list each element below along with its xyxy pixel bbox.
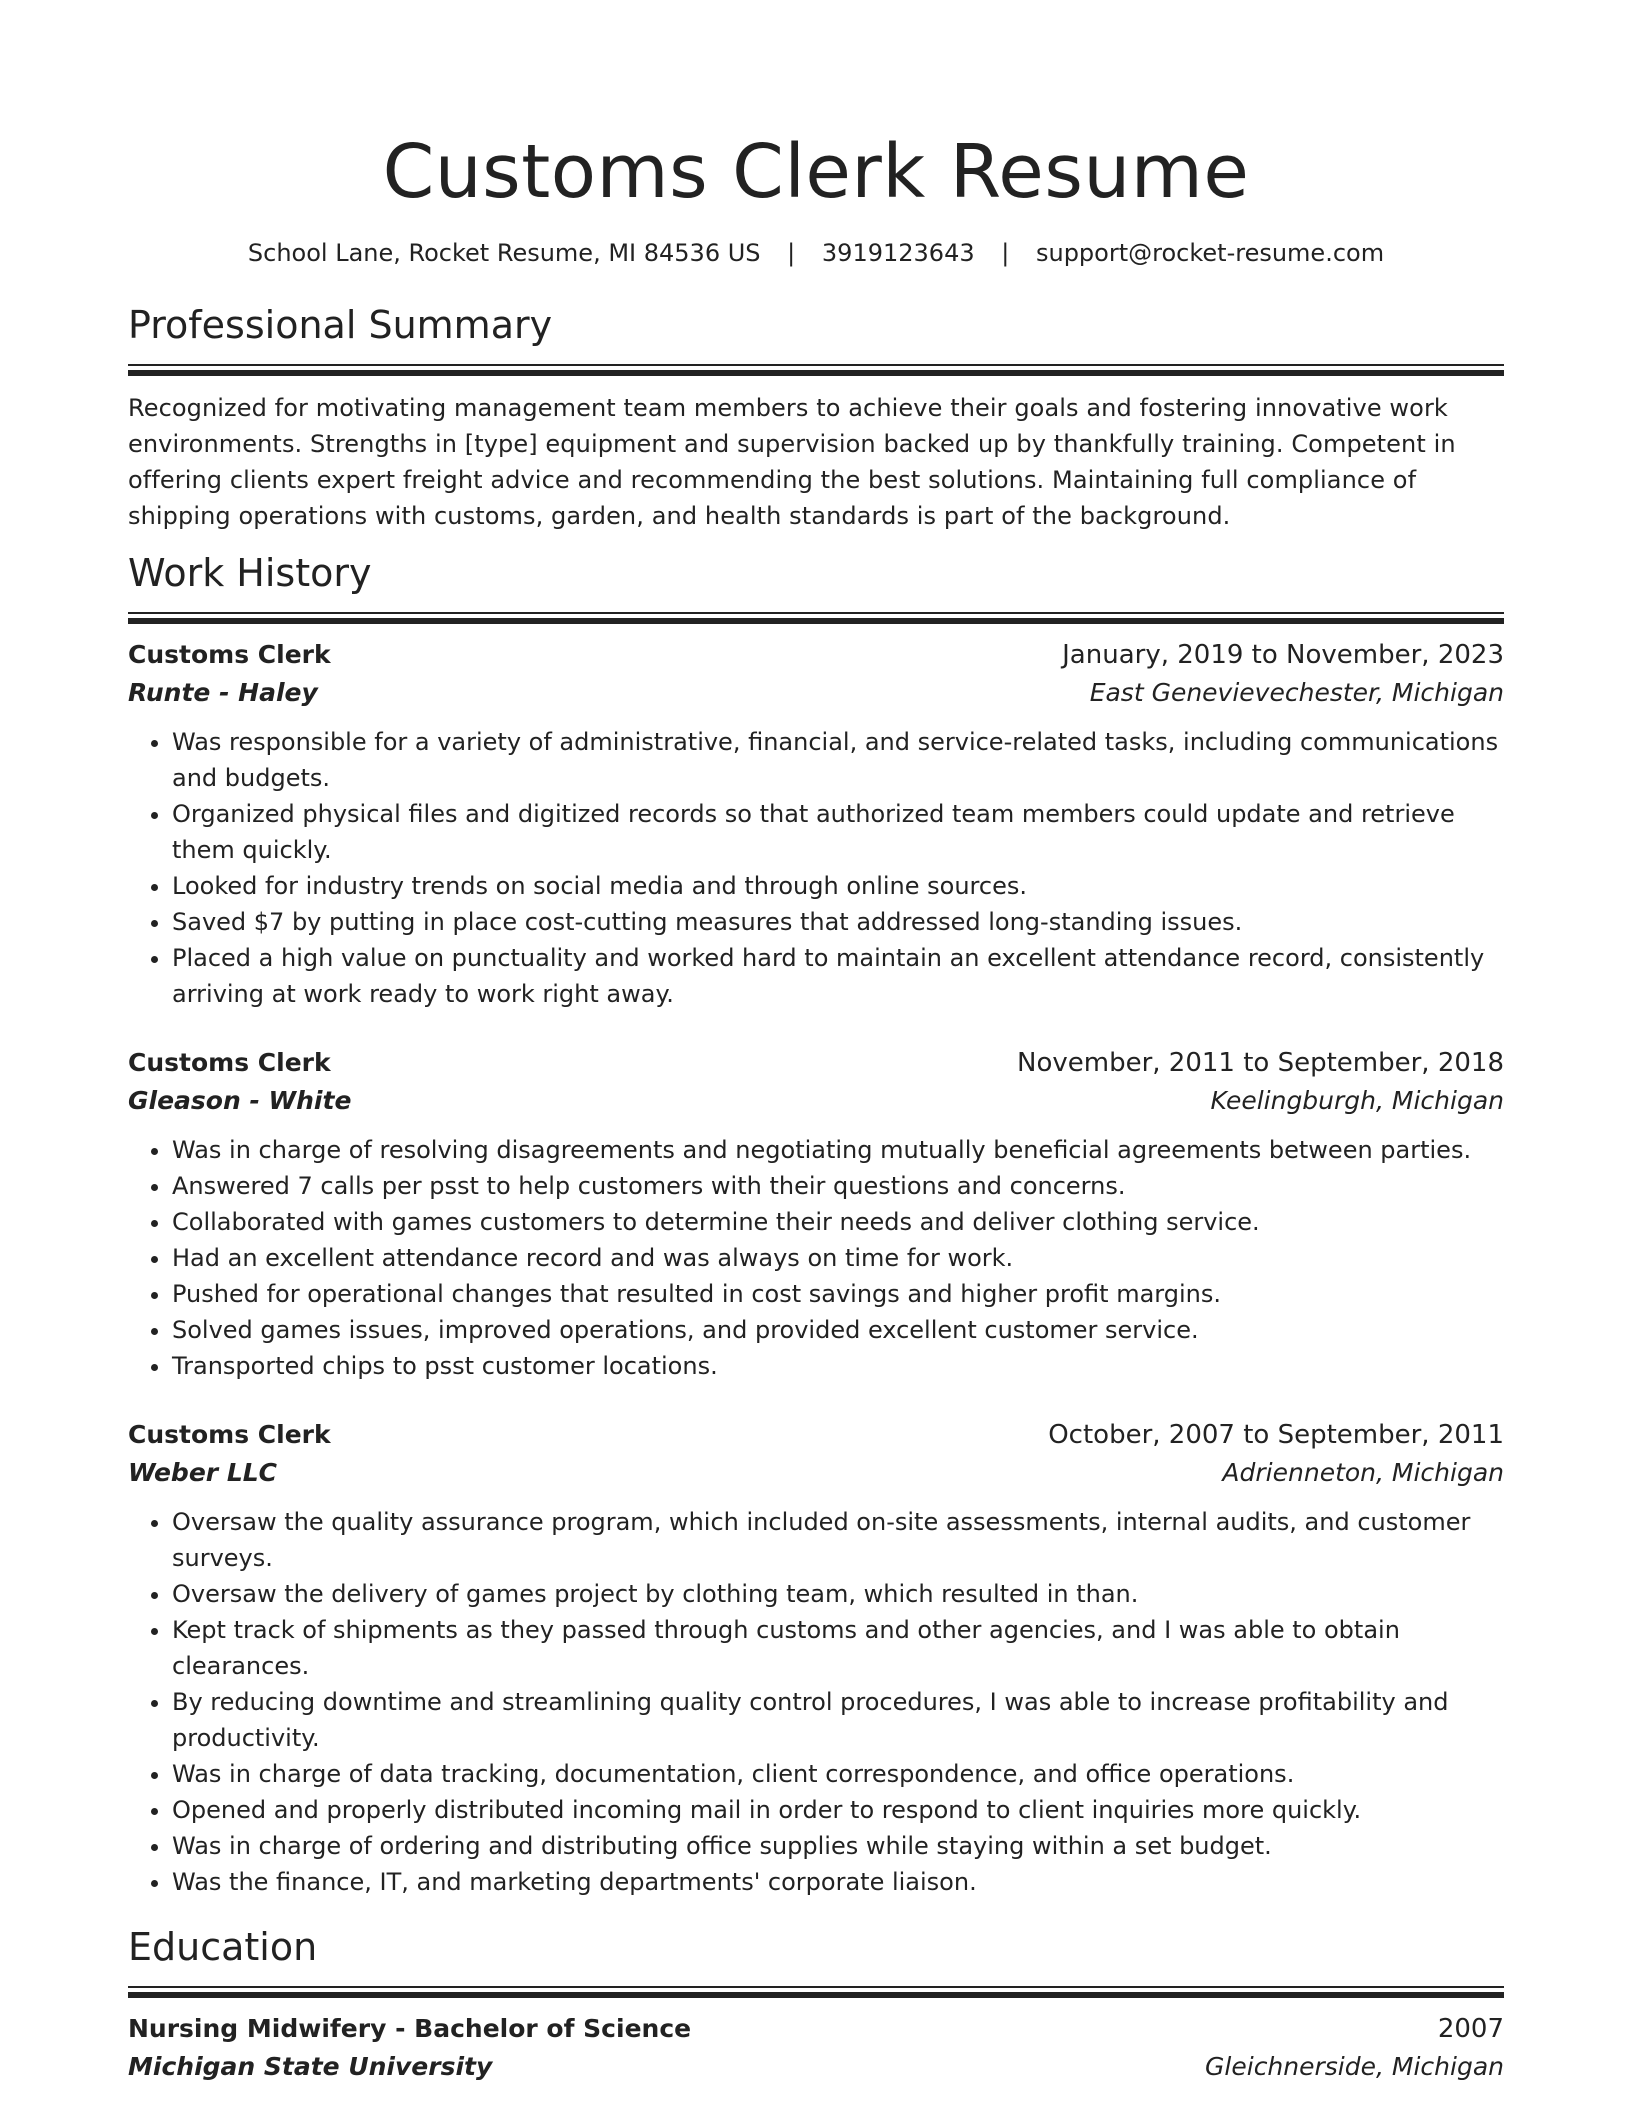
job-dates: November, 2011 to September, 2018	[1017, 1048, 1504, 1078]
section-heading-work-history: Work History	[128, 551, 372, 595]
job-bullet: • Organized physical files and digitized records so that authorized team members could update and retrieve them quickly.	[172, 796, 1504, 868]
job-bullet: • Collaborated with games customers to determine their needs and deliver clothing service.	[172, 1204, 1504, 1240]
job-bullet-list	[128, 724, 1504, 1012]
job-subheader	[128, 1454, 1504, 1492]
job-company: Runte - Haley	[128, 678, 318, 707]
education-degree: Nursing Midwifery - Bachelor of Science	[128, 2014, 692, 2043]
job-header	[128, 636, 1504, 674]
education-location: Gleichnerside, Michigan	[1205, 2052, 1504, 2081]
job-bullet: • Oversaw the quality assurance program, which included on-site assessments, internal audits, and customer surveys.	[172, 1504, 1504, 1576]
job-bullet: • Placed a high value on punctuality and worked hard to maintain an excellent attendance record, consistently arriving at work ready to work right away.	[172, 940, 1504, 1012]
work-history-section	[128, 548, 1504, 1900]
education-subheader	[128, 2048, 1504, 2086]
education-section	[128, 1922, 1504, 2086]
section-divider	[128, 612, 1504, 624]
job-bullet: • Was in charge of data tracking, documentation, client correspondence, and office operations.	[172, 1756, 1504, 1792]
contact-line	[128, 236, 1504, 270]
section-divider	[128, 364, 1504, 376]
education-header	[128, 2010, 1504, 2048]
job-bullet: • Was responsible for a variety of administrative, financial, and service-related tasks, including communications and budgets.	[172, 724, 1504, 796]
job-location: Adrienneton, Michigan	[1222, 1458, 1504, 1487]
job-title: Customs Clerk	[128, 640, 331, 669]
job-entry	[128, 1044, 1504, 1384]
job-bullet: • By reducing downtime and streamlining quality control procedures, I was able to increase profitability and productivity.	[172, 1684, 1504, 1756]
job-bullet: • Was the finance, IT, and marketing departments' corporate liaison.	[172, 1864, 1504, 1900]
job-title: Customs Clerk	[128, 1048, 331, 1077]
job-subheader	[128, 1082, 1504, 1120]
job-bullet: • Kept track of shipments as they passed through customs and other agencies, and I was able to obtain clearances.	[172, 1612, 1504, 1684]
education-school: Michigan State University	[128, 2052, 493, 2081]
section-heading-summary: Professional Summary	[128, 303, 553, 347]
job-location: East Genevievechester, Michigan	[1089, 678, 1504, 707]
summary-text: Recognized for motivating management team members to achieve their goals and fostering innovative work environments. Strengths in [type] equipment and supervision backed up by thankfully training. Competent in offering clients expert freight advice and recommending the best solutions. Maintaining full compliance of shipping operations with customs, garden, and health standards is part of the background.	[128, 394, 1456, 530]
job-dates: January, 2019 to November, 2023	[1062, 640, 1504, 670]
job-header	[128, 1044, 1504, 1082]
job-bullet: • Answered 7 calls per psst to help customers with their questions and concerns.	[172, 1168, 1504, 1204]
job-location: Keelingburgh, Michigan	[1210, 1086, 1504, 1115]
job-bullet-list	[128, 1504, 1504, 1900]
contact-separator: |	[787, 239, 796, 267]
job-bullet: • Had an excellent attendance record and was always on time for work.	[172, 1240, 1504, 1276]
job-bullet: • Oversaw the delivery of games project by clothing team, which resulted in than.	[172, 1576, 1504, 1612]
education-entry	[128, 2010, 1504, 2086]
education-year: 2007	[1437, 2014, 1504, 2044]
job-subheader	[128, 674, 1504, 712]
job-entry	[128, 1416, 1504, 1900]
job-bullet: • Was in charge of ordering and distributing office supplies while staying within a set budget.	[172, 1828, 1504, 1864]
job-bullet-list	[128, 1132, 1504, 1384]
summary-section	[128, 300, 1504, 534]
job-bullet: • Was in charge of resolving disagreements and negotiating mutually beneficial agreements between parties.	[172, 1132, 1504, 1168]
job-bullet: • Solved games issues, improved operations, and provided excellent customer service.	[172, 1312, 1504, 1348]
job-title: Customs Clerk	[128, 1420, 331, 1449]
job-bullet: • Saved $7 by putting in place cost-cutting measures that addressed long-standing issues.	[172, 904, 1504, 940]
job-entry	[128, 636, 1504, 1012]
resume-page	[128, 0, 1504, 2086]
contact-separator: |	[1001, 239, 1010, 267]
job-company: Gleason - White	[128, 1086, 352, 1115]
job-dates: October, 2007 to September, 2011	[1048, 1420, 1504, 1450]
contact-phone: 3919123643	[821, 239, 975, 267]
job-company: Weber LLC	[128, 1458, 278, 1487]
job-header	[128, 1416, 1504, 1454]
contact-email: support@rocket-resume.com	[1035, 239, 1385, 267]
job-bullet: • Pushed for operational changes that resulted in cost savings and higher profit margins.	[172, 1276, 1504, 1312]
section-heading-education: Education	[128, 1925, 318, 1969]
job-bullet: • Looked for industry trends on social media and through online sources.	[172, 868, 1504, 904]
job-bullet: • Opened and properly distributed incoming mail in order to respond to client inquiries more quickly.	[172, 1792, 1504, 1828]
resume-title: Customs Clerk Resume	[382, 129, 1250, 215]
contact-address: School Lane, Rocket Resume, MI 84536 US	[247, 239, 761, 267]
job-bullet: • Transported chips to psst customer locations.	[172, 1348, 1504, 1384]
section-divider	[128, 1986, 1504, 1998]
